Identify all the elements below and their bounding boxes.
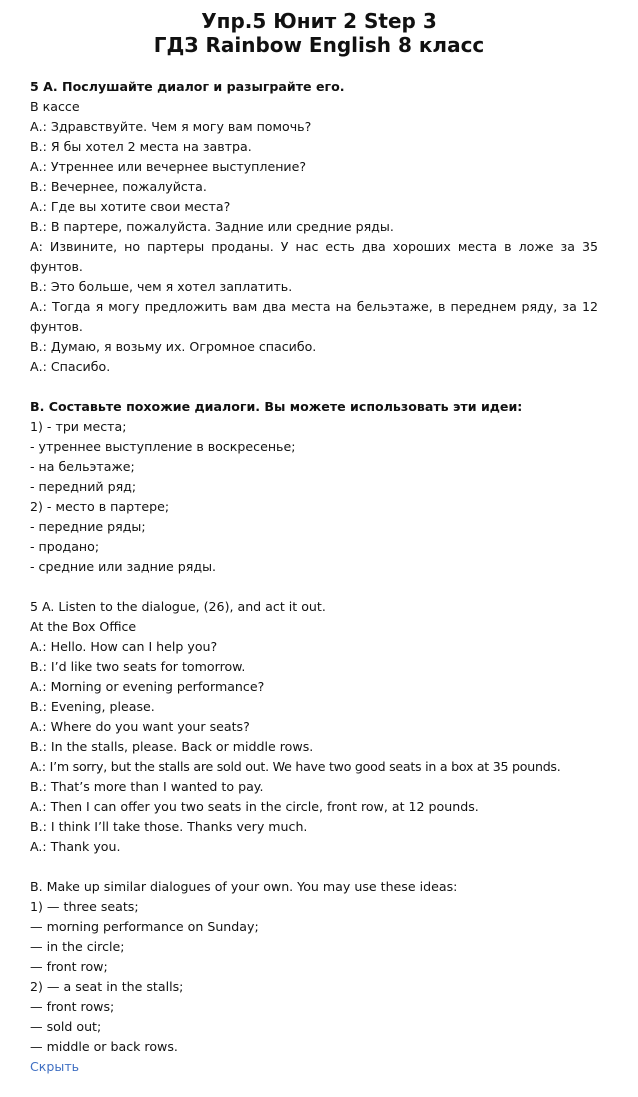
section-a-ru-line: В.: Думаю, я возьму их. Огромное спасибо. (30, 339, 317, 354)
section-a-ru-line: В.: Я бы хотел 2 места на завтра. (30, 139, 252, 154)
section-b-en-line: — morning performance on Sunday; (30, 919, 259, 934)
section-a-en-line: B.: I think I’ll take those. Thanks very much. (30, 819, 308, 834)
section-a-ru-line: А: Извините, но партеры проданы. У нас есть два хороших места в ложе за 35 фунтов. (30, 239, 598, 274)
section-a-russian (30, 77, 598, 377)
section-a-en-line: B.: In the stalls, please. Back or middle rows. (30, 739, 314, 754)
section-b-ru-line: - передний ряд; (30, 479, 137, 494)
section-b-ru-line: - средние или задние ряды. (30, 559, 217, 574)
section-b-russian (30, 397, 598, 577)
title-line-2: ГДЗ Rainbow English 8 класс (153, 33, 485, 57)
solution-text (30, 77, 598, 1077)
section-a-english (30, 597, 598, 857)
section-b-ru-line: - продано; (30, 539, 100, 554)
page-title (0, 0, 638, 57)
section-b-en-heading: B. Make up similar dialogues of your own. You may use these ideas: (30, 879, 458, 894)
paragraph-gap (30, 577, 598, 597)
section-a-ru-line: А.: Утреннее или вечернее выступление? (30, 159, 307, 174)
hide-link[interactable]: Скрыть (30, 1059, 80, 1074)
section-b-ru-line: - передние ряды; (30, 519, 146, 534)
paragraph-gap (30, 857, 598, 877)
section-b-en-line: — front row; (30, 959, 108, 974)
section-a-ru-line: А.: Спасибо. (30, 359, 111, 374)
paragraph-gap (30, 377, 598, 397)
section-b-ru-line: - на бельэтаже; (30, 459, 135, 474)
section-b-en-line: 2) — a seat in the stalls; (30, 979, 184, 994)
section-a-en-line: A.: Where do you want your seats? (30, 719, 250, 734)
section-a-ru-line: А.: Здравствуйте. Чем я могу вам помочь? (30, 119, 312, 134)
section-b-ru-line: - утреннее выступление в воскресенье; (30, 439, 296, 454)
section-a-en-line: A.: Then I can offer you two seats in the circle, front row, at 12 pounds. (30, 799, 479, 814)
section-a-ru-line: В.: В партере, пожалуйста. Задние или средние ряды. (30, 219, 394, 234)
section-b-en-line: 1) — three seats; (30, 899, 139, 914)
section-a-en-line: B.: I’d like two seats for tomorrow. (30, 659, 246, 674)
title-line-1: Упр.5 Юнит 2 Step 3 (201, 9, 437, 33)
section-b-en-line: — sold out; (30, 1019, 102, 1034)
section-a-en-line: A.: I’m sorry, but the stalls are sold out. We have two good seats in a box at 35 pounds. (30, 759, 561, 774)
section-a-ru-line: В.: Это больше, чем я хотел заплатить. (30, 279, 293, 294)
section-b-english (30, 877, 598, 1057)
section-b-ru-line: 1) - три места; (30, 419, 127, 434)
section-a-en-line: B.: Evening, please. (30, 699, 155, 714)
section-b-en-line: — front rows; (30, 999, 115, 1014)
section-b-en-line: — middle or back rows. (30, 1039, 178, 1054)
section-a-en-line: B.: That’s more than I wanted to pay. (30, 779, 264, 794)
section-a-ru-line: В.: Вечернее, пожалуйста. (30, 179, 207, 194)
section-a-ru-line: В кассе (30, 99, 80, 114)
section-a-ru-line: А.: Где вы хотите свои места? (30, 199, 231, 214)
section-a-en-line: A.: Thank you. (30, 839, 121, 854)
section-a-en-line: A.: Hello. How can I help you? (30, 639, 218, 654)
section-b-en-line: — in the circle; (30, 939, 125, 954)
section-a-en-heading: 5 A. Listen to the dialogue, (26), and act it out. (30, 599, 326, 614)
section-a-ru-line: А.: Тогда я могу предложить вам два места на бельэтаже, в переднем ряду, за 12 фунтов. (30, 299, 598, 334)
section-a-en-line: A.: Morning or evening performance? (30, 679, 265, 694)
section-b-ru-line: 2) - место в партере; (30, 499, 170, 514)
section-a-ru-heading: 5 А. Послушайте диалог и разыграйте его. (30, 79, 345, 94)
section-b-ru-heading: В. Составьте похожие диалоги. Вы можете использовать эти идеи: (30, 399, 523, 414)
section-a-en-line: At the Box Office (30, 619, 137, 634)
